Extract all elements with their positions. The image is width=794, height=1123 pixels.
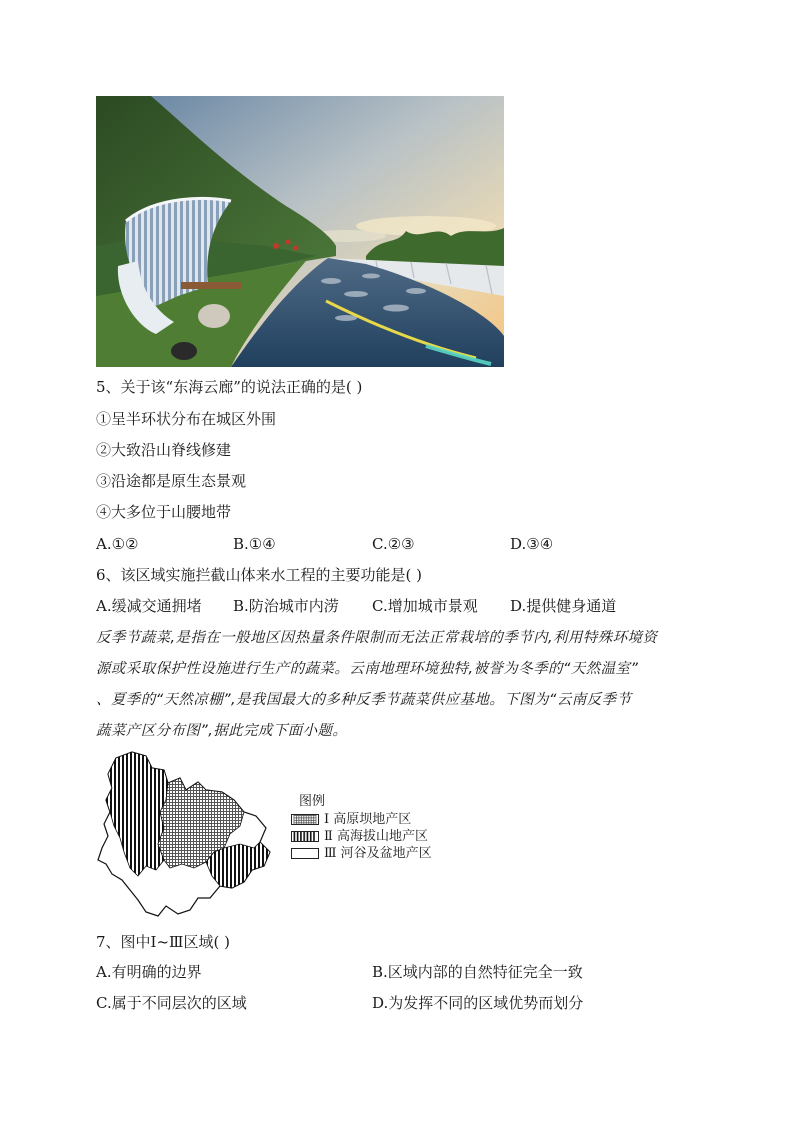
q5-item-4: ④大多位于山腰地带: [96, 503, 232, 521]
q5-item-1: ①呈半环状分布在城区外围: [96, 410, 277, 428]
legend-label-valley: Ⅲ 河谷及盆地产区: [324, 846, 432, 861]
yunnan-vegetable-region-map: [94, 748, 274, 923]
q5-item-2: ②大致沿山脊线修建: [96, 441, 232, 459]
q5-option-b: B.①④: [233, 535, 276, 553]
q5-item-3: ③沿途都是原生态景观: [96, 472, 247, 490]
q6-option-c: C.增加城市景观: [372, 597, 478, 615]
cloud-corridor-photo: [96, 96, 504, 367]
q6-option-a: A.缓减交通拥堵: [96, 597, 202, 615]
passage-line-2: 源或采取保护性设施进行生产的蔬菜。云南地理环境独特,被誉为冬季的“天然温室”: [96, 661, 639, 677]
legend-label-mountain: Ⅱ 高海拔山地产区: [324, 829, 428, 844]
legend-label-plateau: Ⅰ 高原坝地产区: [324, 812, 412, 827]
stripe-swatch-icon: [291, 831, 319, 842]
q7-stem: 7、图中Ⅰ~Ⅲ区域( ): [96, 933, 230, 951]
q5-option-a: A.①②: [96, 535, 139, 553]
q6-option-b: B.防治城市内涝: [233, 597, 339, 615]
q7-option-b: B.区域内部的自然特征完全一致: [372, 963, 583, 981]
passage-line-4: 蔬菜产区分布图”,据此完成下面小题。: [96, 723, 348, 739]
passage-line-1: 反季节蔬菜,是指在一般地区因热量条件限制而无法正常栽培的季节内,利用特殊环境资: [96, 630, 658, 646]
q7-option-c: C.属于不同层次的区域: [96, 994, 247, 1012]
q7-option-a: A.有明确的边界: [96, 963, 202, 981]
q5-option-d: D.③④: [510, 535, 554, 553]
passage-line-3: 、夏季的“天然凉棚”,是我国最大的多种反季节蔬菜供应基地。下图为“云南反季节: [96, 692, 632, 708]
legend-title: 图例: [299, 794, 326, 809]
grid-swatch-icon: [291, 814, 319, 825]
q6-option-d: D.提供健身通道: [510, 597, 617, 615]
q6-stem: 6、该区域实施拦截山体来水工程的主要功能是( ): [96, 566, 423, 584]
q5-stem: 5、关于该“东海云廊”的说法正确的是( ): [96, 378, 363, 396]
blank-swatch-icon: [291, 848, 319, 859]
q5-option-c: C.②③: [372, 535, 415, 553]
q7-option-d: D.为发挥不同的区域优势而划分: [372, 994, 584, 1012]
